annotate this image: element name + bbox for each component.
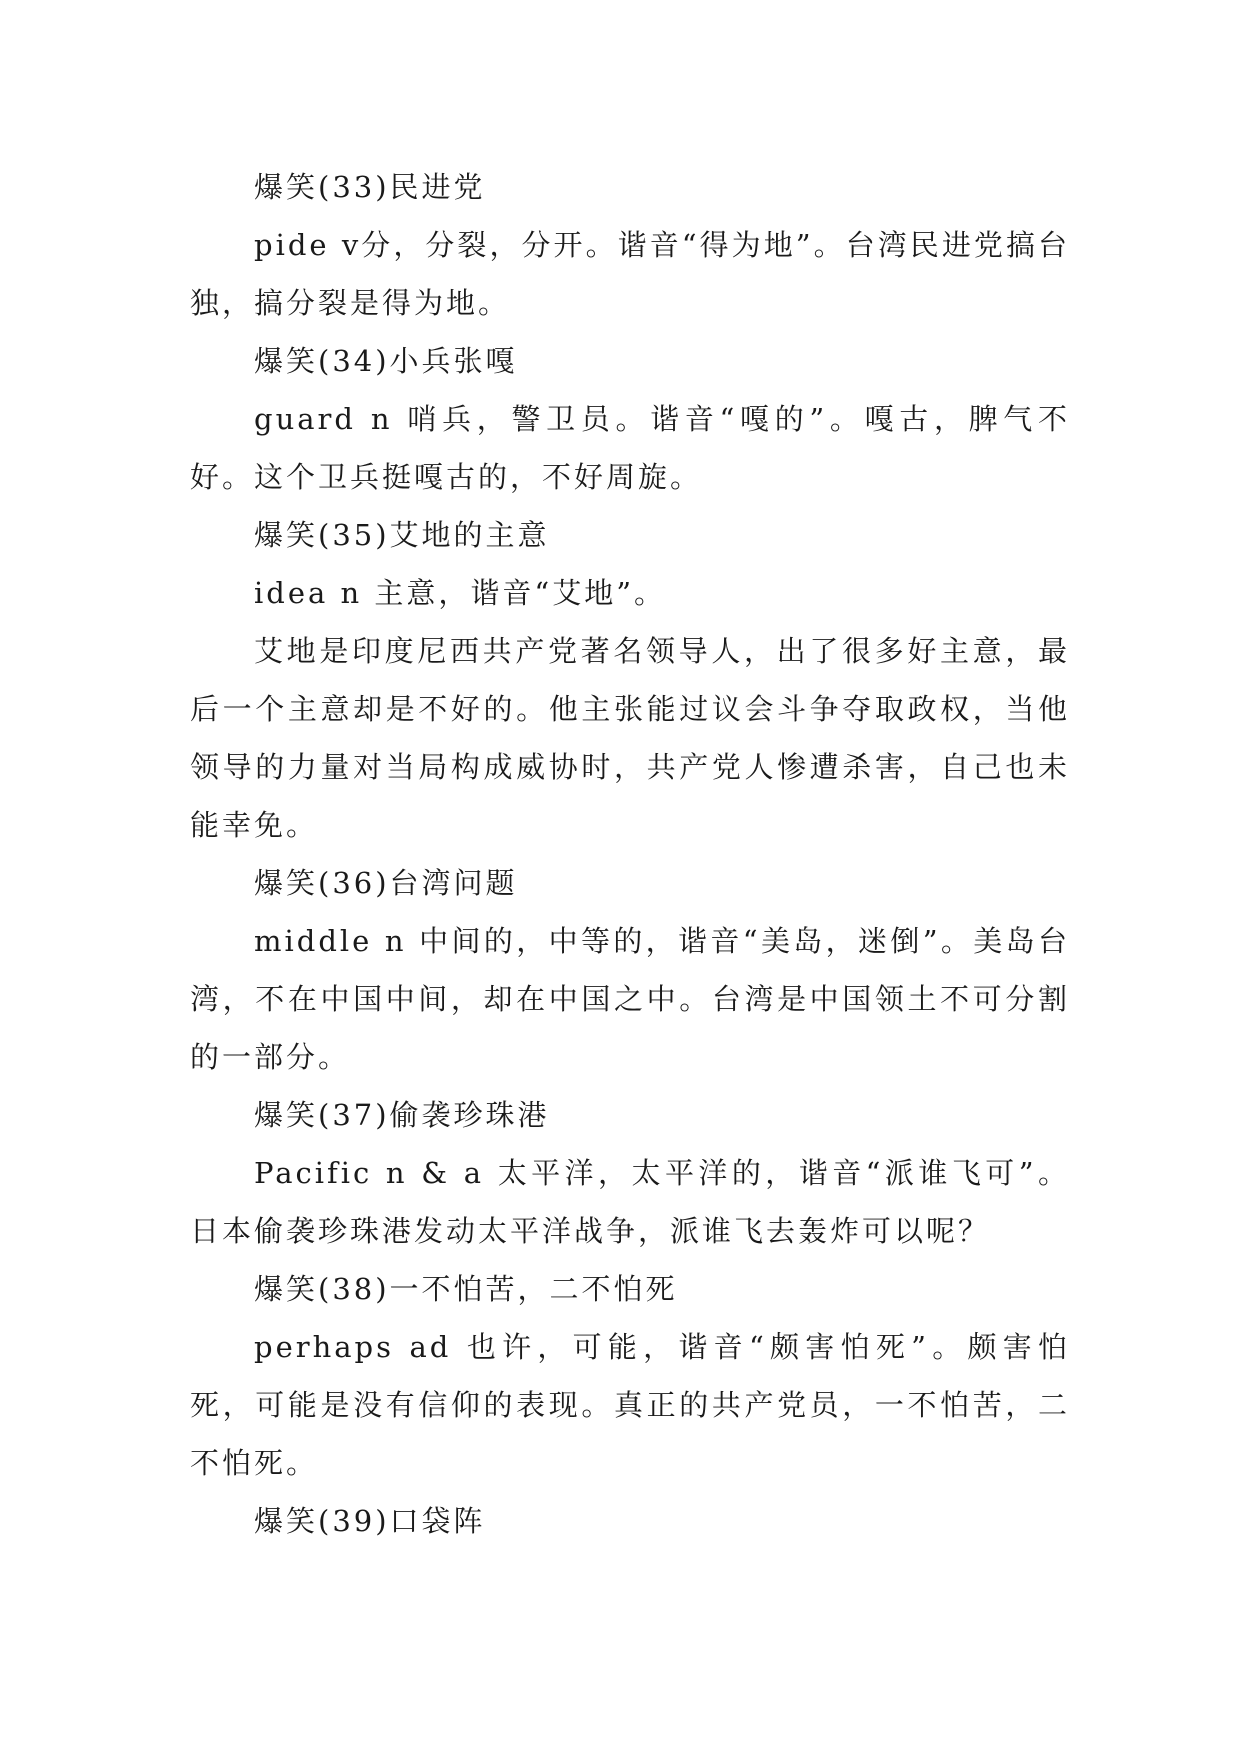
entry-title: 爆笑(34)小兵张嘎 — [254, 344, 518, 378]
entry-33 — [190, 158, 1070, 332]
entry-paragraph: idea n 主意，谐音“艾地”。 — [254, 576, 667, 610]
entry-paragraph: 艾地是印度尼西共产党著名领导人，出了很多好主意，最后一个主意却是不好的。他主张能过议会斗争夺取政权，当他领导的力量对当局构成威协时，共产党人惨遭杀害，自己也未能幸免。 — [190, 634, 1070, 842]
entry-paragraph: guard n 哨兵，警卫员。谐音“嘎的”。嘎古，脾气不好。这个卫兵挺嘎古的，不好周旋。 — [190, 402, 1070, 494]
entry-paragraph: perhaps ad 也许，可能，谐音“颇害怕死”。颇害怕死，可能是没有信仰的表现。真正的共产党员，一不怕苦，二不怕死。 — [190, 1330, 1070, 1480]
entry-title: 爆笑(35)艾地的主意 — [254, 518, 550, 552]
document-page — [190, 158, 1070, 1550]
entry-title: 爆笑(39)口袋阵 — [254, 1504, 486, 1538]
entry-38 — [190, 1260, 1070, 1492]
entry-35 — [190, 506, 1070, 854]
entry-37 — [190, 1086, 1070, 1260]
entry-title: 爆笑(33)民进党 — [254, 170, 486, 204]
entry-39 — [190, 1492, 1070, 1550]
entry-title: 爆笑(36)台湾问题 — [254, 866, 518, 900]
entry-paragraph: middle n 中间的，中等的，谐音“美岛，迷倒”。美岛台湾，不在中国中间，却在中国之中。台湾是中国领土不可分割的一部分。 — [190, 924, 1070, 1074]
entry-paragraph: Pacific n & a 太平洋，太平洋的，谐音“派谁飞可”。日本偷袭珍珠港发动太平洋战争，派谁飞去轰炸可以呢？ — [190, 1156, 1070, 1248]
entry-title: 爆笑(37)偷袭珍珠港 — [254, 1098, 550, 1132]
entry-title: 爆笑(38)一不怕苦，二不怕死 — [254, 1272, 678, 1306]
entry-paragraph: pide v分，分裂，分开。谐音“得为地”。台湾民进党搞台独，搞分裂是得为地。 — [190, 228, 1070, 320]
entry-36 — [190, 854, 1070, 1086]
entry-34 — [190, 332, 1070, 506]
